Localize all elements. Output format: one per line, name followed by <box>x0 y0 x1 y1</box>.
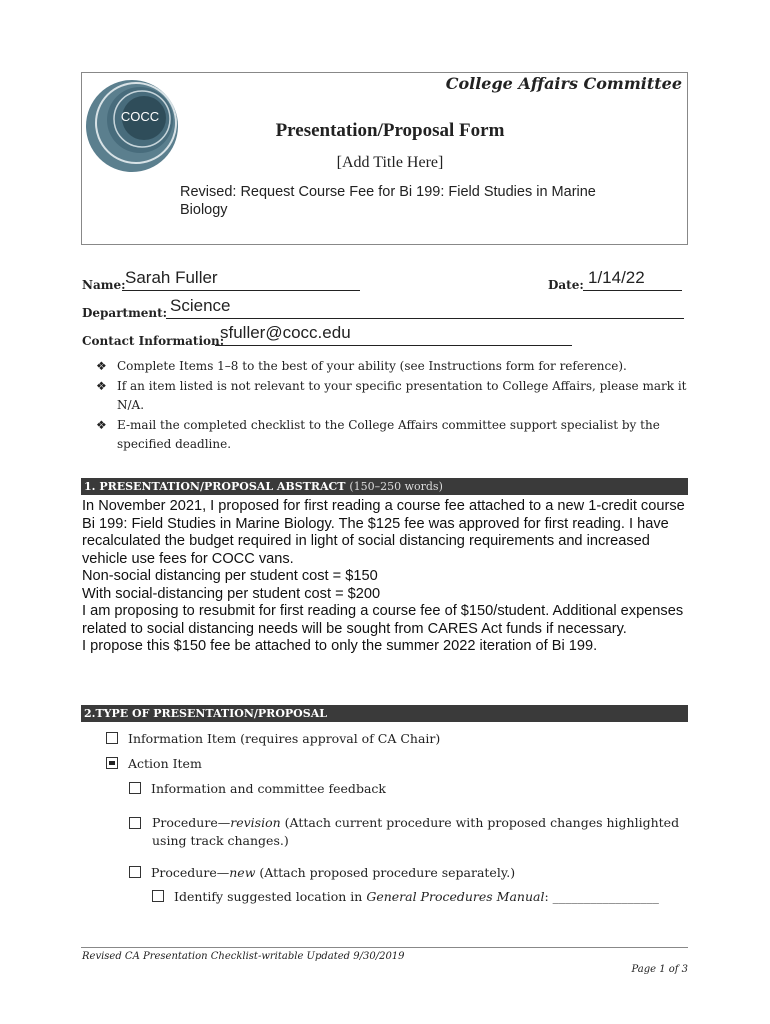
date-label: Date: <box>548 278 584 292</box>
procedure-revision-option: Procedure—revision (Attach current procedure with proposed changes highlighted using track changes.) <box>129 814 689 850</box>
procedure-new-checkbox[interactable] <box>129 866 141 878</box>
info-feedback-checkbox[interactable] <box>129 782 141 794</box>
footer-divider <box>81 947 688 948</box>
contact-line <box>215 345 572 346</box>
name-line <box>122 290 360 291</box>
date-field[interactable]: 1/14/22 <box>588 268 645 287</box>
abstract-paragraph: Non-social distancing per student cost = $150 <box>82 568 378 584</box>
add-title-placeholder[interactable]: [Add Title Here] <box>336 154 444 171</box>
info-item-checkbox[interactable] <box>106 732 118 744</box>
form-title: Presentation/Proposal Form <box>275 120 505 141</box>
date-line <box>583 290 682 291</box>
info-item-option: Information Item (requires approval of CA Chair) <box>106 730 440 748</box>
section-1-header: 1. PRESENTATION/PROPOSAL ABSTRACT (150–250 words) <box>81 478 688 495</box>
page-number: Page 1 of 3 <box>631 964 688 975</box>
abstract-paragraph: I propose this $150 fee be attached to only the summer 2022 iteration of Bi 199. <box>82 638 598 654</box>
list-item: ❖ E-mail the completed checklist to the College Affairs committee support specialist by the specified deadline. <box>96 418 660 451</box>
committee-name: College Affairs Committee <box>445 74 682 93</box>
footer-revision-note: Revised CA Presentation Checklist-writable Updated 9/30/2019 <box>82 951 405 962</box>
list-item: ❖ If an item listed is not relevant to your specific presentation to College Affairs, please mark it N/A. <box>96 379 687 412</box>
contact-field[interactable]: sfuller@cocc.edu <box>220 323 351 342</box>
department-label: Department: <box>82 306 168 320</box>
action-item-option: Action Item <box>106 755 202 773</box>
list-item: ❖ Complete Items 1–8 to the best of your ability (see Instructions form for reference). <box>96 357 696 376</box>
info-feedback-option: Information and committee feedback <box>129 780 386 798</box>
abstract-paragraph: With social-distancing per student cost = $200 <box>82 585 381 602</box>
diamond-bullet-icon: ❖ <box>96 359 107 373</box>
instructions-list <box>96 357 696 455</box>
name-field[interactable]: Sarah Fuller <box>125 268 218 287</box>
identify-location-checkbox[interactable] <box>152 890 164 902</box>
diamond-bullet-icon: ❖ <box>96 418 107 432</box>
action-item-checkbox[interactable] <box>106 757 118 769</box>
procedure-new-option: Procedure—new (Attach proposed procedure separately.) <box>129 864 515 882</box>
department-field[interactable]: Science <box>170 296 231 315</box>
diamond-bullet-icon: ❖ <box>96 379 107 393</box>
procedure-revision-checkbox[interactable] <box>129 817 141 829</box>
revised-subtitle: Revised: Request Course Fee for Bi 199: Field Studies in Marine Biology <box>180 184 596 218</box>
identify-location-option: Identify suggested location in General Procedures Manual: _________________ <box>152 888 659 906</box>
section-2-header: 2.TYPE OF PRESENTATION/PROPOSAL <box>81 705 688 722</box>
logo-text: COCC <box>120 109 160 124</box>
abstract-paragraph: In November 2021, I proposed for first reading a course fee attached to a new 1-credit course Bi 199: Field Studies in Marine Biology. The $125 fee was approved for first reading. I have recalculated the budget required in light of social distancing requirements and increased vehicle use fees for COCC vans. <box>82 498 685 567</box>
abstract-paragraph: I am proposing to resubmit for first reading a course fee of $150/student. Additional expenses related to social distancing needs will be sought from CARES Act funds if necessary. <box>82 603 684 637</box>
name-label: Name: <box>82 278 126 292</box>
department-line <box>166 318 684 319</box>
abstract-text-field[interactable] <box>82 498 692 656</box>
contact-label: Contact Information: <box>82 334 225 348</box>
